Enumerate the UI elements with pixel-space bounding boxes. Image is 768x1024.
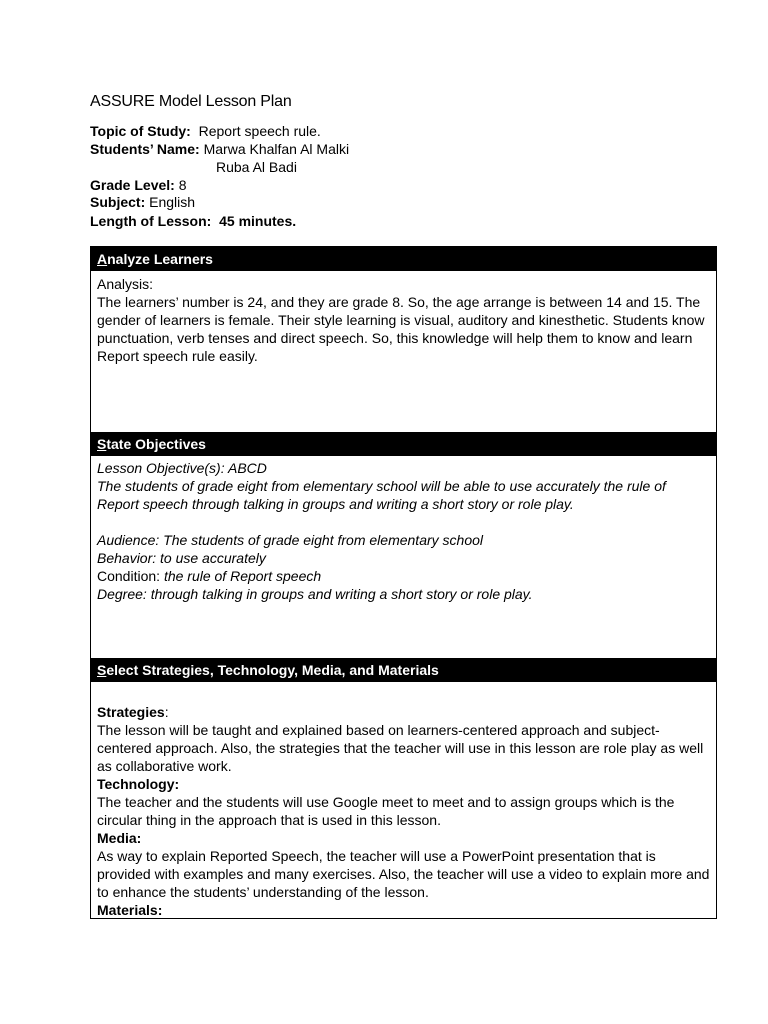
header-text: nalyze Learners xyxy=(107,251,213,267)
behavior-line: Behavior: to use accurately xyxy=(97,550,266,566)
media-text: As way to explain Reported Speech, the teacher will use a PowerPoint presentation that is provided with examples and many exercises. Also, the teacher will use a video to explain more and to enhance the students’ understanding of the lesson. xyxy=(97,848,710,900)
technology-label: Technology: xyxy=(97,776,180,792)
technology-text: The teacher and the students will use Google meet to meet and to assign groups which is the circular thing in the approach that is used in this lesson. xyxy=(97,794,675,828)
length-row xyxy=(90,212,296,230)
topic-row xyxy=(90,122,321,140)
lesson-objectives-line: Lesson Objective(s): ABCD xyxy=(97,460,267,476)
grade-value: 8 xyxy=(178,177,187,193)
analysis-text: The learners’ number is 24, and they are grade 8. So, the age arrange is between 14 and 15. The gender of learners is female. Their style learning is visual, auditory and kinesthetic. Students know punctuation, verb tenses and direct speech. So, this knowledge will help them to know and learn Report speech rule easily. xyxy=(97,294,705,364)
subject-row xyxy=(90,193,195,211)
condition-value: the rule of Report speech xyxy=(163,568,322,584)
subject-value: English xyxy=(149,194,196,210)
length-value: 45 minutes. xyxy=(219,213,297,229)
document-title: ASSURE Model Lesson Plan xyxy=(90,93,292,110)
student-name: Ruba Al Badi xyxy=(216,159,297,175)
header-initial: S xyxy=(97,436,107,452)
subject-label: Subject: xyxy=(90,194,146,210)
condition-line xyxy=(97,567,710,585)
header-text: elect Strategies, Technology, Media, and Materials xyxy=(106,662,439,678)
state-objectives-body xyxy=(97,459,710,603)
strategies-colon: : xyxy=(164,704,169,720)
students-row-2 xyxy=(90,158,297,176)
degree-line: Degree: through talking in groups and writing a short story or role play. xyxy=(97,586,533,602)
topic-value: Report speech rule. xyxy=(198,123,321,139)
analysis-label: Analysis: xyxy=(97,276,154,292)
length-label: Length of Lesson: xyxy=(90,213,212,229)
students-row xyxy=(90,140,349,158)
analyze-learners-body xyxy=(97,275,710,365)
header-text: tate Objectives xyxy=(106,436,206,452)
strategies-label: Strategies xyxy=(97,704,165,720)
lesson-plan-table xyxy=(90,246,717,919)
header-initial: S xyxy=(97,662,107,678)
objective-text: The students of grade eight from elementary school will be able to use accurately the rule of Report speech through talking in groups and writing a short story or role play. xyxy=(97,478,666,512)
grade-row xyxy=(90,176,187,194)
strategies-heading xyxy=(97,703,710,721)
materials-label: Materials: xyxy=(97,902,163,918)
grade-label: Grade Level: xyxy=(90,177,175,193)
student-name: Marwa Khalfan Al Malki xyxy=(203,141,350,157)
condition-label: Condition: xyxy=(97,568,164,584)
strategies-text: The lesson will be taught and explained based on learners-centered approach and subject-centered approach. Also, the strategies that the teacher will use in this lesson are role play as well as collaborative work. xyxy=(97,722,704,774)
topic-label: Topic of Study: xyxy=(90,123,191,139)
audience-line: Audience: The students of grade eight from elementary school xyxy=(97,532,483,548)
header-initial: A xyxy=(97,251,108,267)
media-label: Media: xyxy=(97,830,142,846)
select-strategies-body xyxy=(97,703,710,919)
analyze-learners-header xyxy=(91,247,716,271)
students-label: Students’ Name: xyxy=(90,141,200,157)
select-strategies-header xyxy=(91,658,716,682)
state-objectives-header xyxy=(91,432,716,456)
